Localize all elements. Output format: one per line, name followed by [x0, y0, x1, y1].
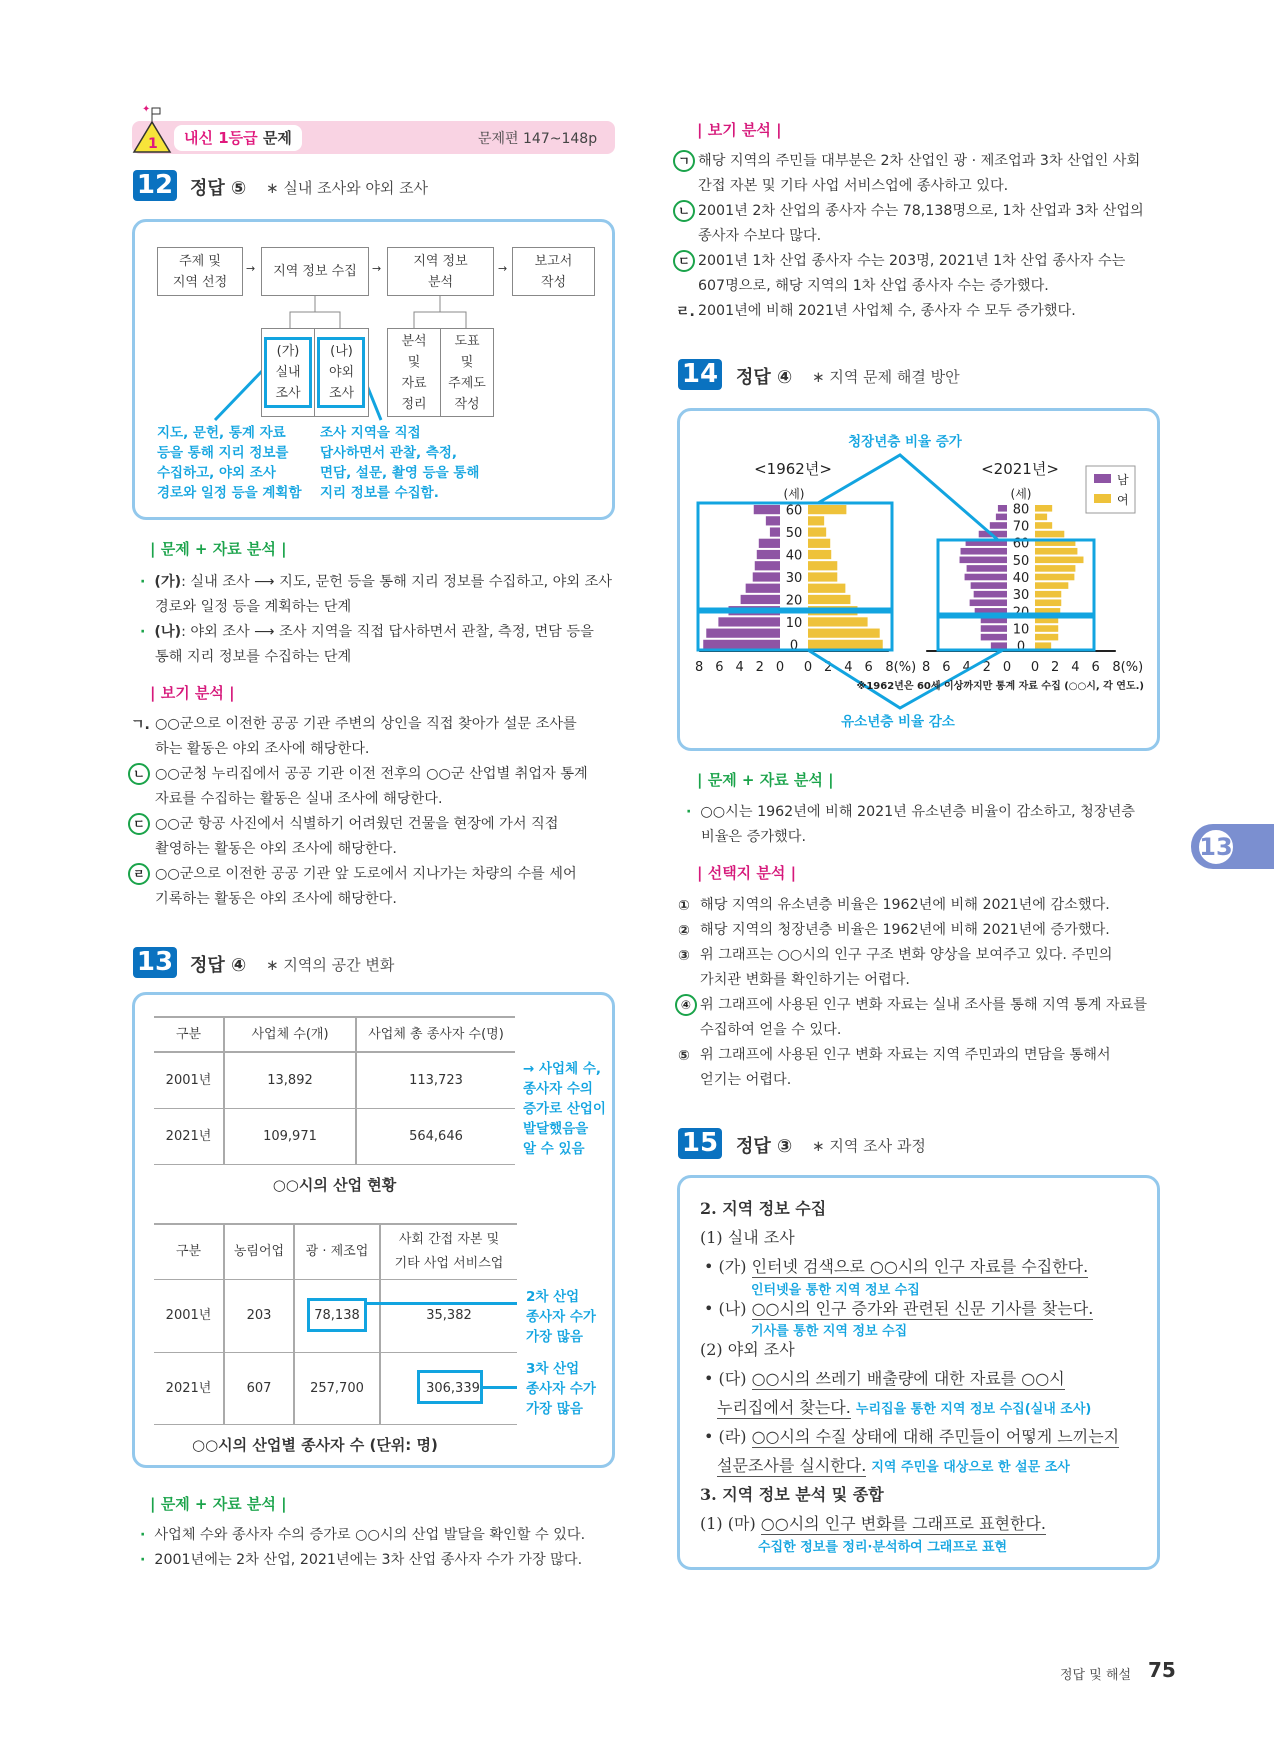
item-text: 해당 지역의 유소년층 비율은 1962년에 비해 2021년에 감소했다.: [700, 897, 1110, 913]
female-bar: [1035, 548, 1077, 555]
item-lead: (나): [154, 624, 182, 640]
x-tick-label: 8: [922, 660, 931, 675]
note-line: 조사 지역을 직접: [320, 425, 421, 441]
arrow-icon: →: [372, 262, 382, 275]
age-tick-label: 0: [789, 638, 799, 654]
age-tick-label: 30: [1012, 588, 1030, 604]
question-number: 15: [678, 1128, 722, 1159]
question-topic: ∗ 실내 조사와 야외 조사: [266, 179, 429, 197]
male-bar: [754, 505, 780, 514]
male-bar: [998, 505, 1007, 512]
item-text: 사업체 수와 종사자 수의 증가로 ○○시의 산업 발달을 확인할 수 있다.: [154, 1527, 586, 1543]
x-tick-label: 6: [864, 660, 873, 675]
item-marker: ②: [678, 923, 690, 939]
flow-sub-indoor: (가) 실내 조사: [261, 328, 315, 417]
flow-sub-map: 도표 및 주제도 작성: [440, 328, 494, 417]
item-text: 위 그래프에 사용된 인구 변화 자료는 실내 조사를 통해 지역 통계 자료를: [700, 997, 1148, 1013]
age-tick-label: 0: [1016, 639, 1026, 655]
female-bar: [1035, 557, 1083, 564]
pyramid-title: <2021년>: [981, 460, 1059, 478]
title-text: 문제: [262, 129, 292, 147]
table-cell: 564,646: [409, 1128, 463, 1144]
excerpt-item: [700, 1511, 1046, 1534]
item-text: 종사자 수보다 많다.: [698, 228, 822, 244]
item-lead: • (나): [704, 1299, 752, 1318]
item-text: 간접 자본 및 기타 사업 서비스업에 종사하고 있다.: [698, 178, 1009, 194]
age-tick-label: 60: [785, 503, 803, 519]
male-bar: [967, 565, 1007, 572]
table-header: 농림어업: [233, 1244, 285, 1259]
item-text: ○○군으로 이전한 공공 기관 주변의 상인을 직접 찾아가 설문 조사를: [155, 716, 577, 732]
table-header: 사업체 수(개): [251, 1026, 329, 1042]
female-bar: [1035, 514, 1047, 521]
answer-label: 정답 ⑤: [190, 178, 247, 199]
list-item-continued: [131, 837, 588, 862]
age-tick-label: 20: [1012, 605, 1030, 621]
question-number: 12: [133, 170, 177, 201]
x-tick-label: 0: [803, 660, 813, 675]
item-text: 얻기는 어렵다.: [700, 1072, 792, 1088]
item-text: 607명으로, 해당 지역의 1차 산업 종사자 수는 증가했다.: [698, 278, 1049, 294]
note-line: 가장 많음: [526, 1329, 583, 1345]
male-bar: [970, 599, 1007, 606]
age-tick-label: 10: [785, 615, 803, 631]
item-text: 통해 지리 정보를 수집하는 단계: [155, 649, 352, 665]
age-tick-label: 50: [785, 526, 803, 542]
note-line: 발달했음을: [523, 1121, 589, 1137]
female-bar: [808, 584, 845, 593]
table-cell: 257,700: [310, 1380, 364, 1396]
excerpt-heading: 3. 지역 정보 분석 및 종합: [700, 1485, 884, 1504]
note-line: 알 수 있음: [523, 1141, 585, 1157]
female-bar: [1035, 522, 1052, 529]
age-tick-label: 40: [1012, 571, 1030, 586]
correct-mark-icon: ㄷ: [673, 250, 695, 272]
item-lead: (가): [154, 574, 182, 590]
list-item: [678, 993, 1147, 1018]
list-item-continued: [678, 1068, 1147, 1093]
item-text: 인터넷 검색으로 ○○시의 인구 자료를 수집한다.: [751, 1257, 1089, 1276]
answer-label: 정답 ④: [190, 955, 247, 976]
table-note: [526, 1359, 596, 1419]
table-header: 사회 간접 자본 및 기타 사업 서비스업: [394, 1232, 504, 1271]
excerpt-note: 누리집을 통한 지역 정보 수집(실내 조사): [855, 1402, 1092, 1417]
note-line: 3차 산업: [526, 1361, 580, 1377]
age-tick-label: 80: [1012, 502, 1030, 518]
correct-mark-icon: ㄴ: [673, 200, 695, 222]
table-header: 사업체 총 종사자 수(명): [368, 1026, 504, 1042]
section-heading: | 문제 + 자료 분석 |: [150, 1495, 287, 1513]
note-line: 가장 많음: [526, 1401, 583, 1417]
male-bar: [960, 557, 1007, 564]
item-marker: ③: [678, 948, 690, 964]
note-line: 지도, 문헌, 통계 자료: [157, 425, 286, 441]
item-text: 2001년 1차 산업 종사자 수는 203명, 2021년 1차 산업 종사자 수는: [698, 253, 1126, 269]
table-cell: 2001년: [165, 1072, 212, 1088]
table-cell: 13,892: [267, 1072, 313, 1088]
highlight-box: [307, 1298, 367, 1332]
item-text: 해당 지역의 주민들 대부분은 2차 산업인 광 · 제조업과 3차 산업인 사회: [698, 153, 1141, 169]
list-item: [131, 862, 588, 887]
female-bar: [808, 550, 831, 559]
x-tick-label: 8(%): [1112, 660, 1144, 675]
item-text: 하는 활동은 야외 조사에 해당한다.: [155, 741, 370, 757]
x-tick-label: 8(%): [885, 660, 917, 675]
note-line: → 사업체 수,: [523, 1061, 602, 1077]
x-tick-label: 4: [962, 660, 971, 675]
annotation-top: 청장년층 비율 증가: [848, 434, 962, 450]
x-tick-label: 6: [1091, 660, 1100, 675]
analysis-item: · ○○시는 1962년에 비해 2021년 유소년층 비율이 감소하고, 청장년층: [686, 804, 1135, 820]
female-bar: [1035, 625, 1058, 632]
flow-step-collect: 지역 정보 수집: [261, 247, 369, 296]
male-bar: [770, 527, 780, 536]
x-tick-label: 8: [695, 660, 704, 675]
population-pyramid-chart: [0, 0, 1274, 760]
note-line: 종사자 수가: [526, 1381, 596, 1397]
callout-line: [483, 1386, 517, 1389]
item-text: 자료를 수집하는 활동은 실내 조사에 해당한다.: [155, 791, 443, 807]
male-bar: [974, 591, 1007, 598]
male-bar: [703, 640, 780, 649]
correct-mark-icon: ㄹ: [128, 863, 150, 885]
male-bar: [981, 625, 1007, 632]
table-caption: ○○시의 산업 현황: [272, 1176, 397, 1194]
female-bar: [808, 617, 868, 626]
male-bar: [981, 634, 1007, 641]
x-tick-label: 4: [1071, 660, 1080, 675]
excerpt-note: 인터넷을 통한 지역 정보 수집: [751, 1283, 920, 1298]
callout-line: [367, 1302, 517, 1305]
flow-sub-organize: 분석 및 자료 정리: [387, 328, 441, 417]
female-bar: [808, 595, 850, 604]
item-text: 경로와 일정 등을 계획하는 단계: [155, 599, 352, 615]
analysis-list: [140, 1523, 585, 1573]
female-bar: [1035, 642, 1051, 649]
female-bar: [1035, 591, 1061, 598]
x-tick-label: 2: [982, 660, 991, 675]
table-cell: 306,339: [426, 1380, 480, 1396]
footer-label: 정답 및 해설: [1060, 1668, 1132, 1683]
table-cell: 113,723: [409, 1072, 463, 1088]
item-text: 비율은 증가했다.: [701, 829, 806, 845]
note-line: 지리 정보를 수집함.: [320, 485, 439, 501]
section-heading: | 문제 + 자료 분석 |: [150, 540, 287, 558]
x-tick-label: 0: [1030, 660, 1040, 675]
correct-mark-icon: ㄱ: [673, 150, 695, 172]
male-bar: [971, 582, 1007, 589]
svg-text:✦: ✦: [142, 104, 151, 115]
item-lead: (1) (마): [700, 1514, 761, 1533]
male-bar: [718, 617, 780, 626]
correct-mark-icon: ④: [675, 994, 697, 1016]
male-bar: [706, 629, 780, 638]
legend-swatch: [1094, 474, 1111, 483]
item-marker: ㄹ.: [676, 304, 695, 320]
item-text: ○○군 항공 사진에서 식별하기 어려웠던 건물을 현장에 가서 직접: [155, 816, 559, 832]
age-tick-label: 20: [785, 593, 803, 609]
age-tick-label: 70: [1012, 519, 1030, 535]
x-tick-label: 2: [1051, 660, 1060, 675]
annotation-line: [808, 650, 1003, 708]
excerpt-item: [704, 1254, 1088, 1277]
list-item-continued: [678, 1018, 1147, 1043]
x-tick-label: 0: [1002, 660, 1012, 675]
item-text: : 야외 조사 ⟶ 조사 지역을 직접 답사하면서 관찰, 측정, 면담 등을: [181, 624, 594, 640]
flow-step-topic: 주제 및 지역 선정: [157, 247, 243, 296]
analysis-item: · 사업체 수와 종사자 수의 증가로 ○○시의 산업 발달을 확인할 수 있다.: [140, 1527, 586, 1543]
item-text: 2001년 2차 산업의 종사자 수는 78,138명으로, 1차 산업과 3차 산업의: [698, 203, 1144, 219]
female-bar: [1035, 599, 1061, 606]
female-bar: [1035, 531, 1064, 538]
question-number: 14: [678, 359, 722, 390]
male-bar: [755, 561, 780, 570]
flow-step-analyze: 지역 정보 분석: [387, 247, 494, 296]
list-item-continued: [131, 887, 588, 912]
legend-label: 여: [1117, 493, 1129, 507]
item-text: ○○시의 인구 변화를 그래프로 표현한다.: [760, 1514, 1046, 1533]
title-highlight: 내신 1등급: [184, 129, 258, 147]
item-text: 가치관 변화를 확인하기는 어렵다.: [700, 972, 910, 988]
note-line: 증가로 산업이: [523, 1101, 606, 1117]
item-text: ○○군청 누리집에서 공공 기관 이전 전후의 ○○군 산업별 취업자 통계: [155, 766, 588, 782]
item-text: 누리집에서 찾는다.: [717, 1398, 851, 1417]
chapter-tab-number: 13: [1196, 827, 1236, 867]
female-bar: [808, 516, 824, 525]
x-tick-label: 2: [824, 660, 833, 675]
item-text: ○○시의 인구 증가와 관련된 신문 기사를 찾는다.: [751, 1299, 1094, 1318]
female-bar: [808, 640, 883, 649]
male-bar: [990, 522, 1007, 529]
page-reference: 문제편 147~148p: [478, 131, 598, 147]
note-line: 2차 산업: [526, 1289, 580, 1305]
x-tick-label: 6: [715, 660, 724, 675]
age-tick-label: 50: [1012, 553, 1030, 569]
table-cell: 607: [246, 1380, 272, 1396]
female-bar: [808, 539, 830, 548]
x-tick-label: 4: [844, 660, 853, 675]
table-note: [526, 1287, 596, 1347]
note-line: 면담, 설문, 촬영 등을 통해: [320, 465, 480, 481]
list-item: [678, 918, 1147, 943]
female-bar: [1035, 574, 1074, 581]
excerpt-heading: 2. 지역 정보 수집: [700, 1199, 827, 1218]
female-bar: [808, 629, 880, 638]
choice-list: [678, 893, 1147, 1093]
table-caption: ○○시의 산업별 종사자 수 (단위: 명): [192, 1436, 438, 1454]
answer-label: 정답 ④: [736, 367, 793, 388]
list-item-continued: [131, 787, 588, 812]
correct-mark-icon: ㄷ: [128, 813, 150, 835]
arrow-icon: →: [498, 262, 508, 275]
item-text: 위 그래프에 사용된 인구 변화 자료는 지역 주민과의 면담을 통해서: [700, 1047, 1111, 1063]
female-bar: [1035, 505, 1052, 512]
section-heading: | 보기 분석 |: [697, 121, 782, 139]
correct-mark-icon: ㄴ: [128, 763, 150, 785]
age-tick-label: 60: [1012, 536, 1030, 552]
female-bar: [808, 527, 826, 536]
item-text: ○○시의 수질 상태에 대해 주민들이 어떻게 느끼는지: [751, 1427, 1120, 1446]
legend-label: 남: [1117, 473, 1129, 487]
table-cell: 2021년: [165, 1128, 212, 1144]
item-text: 촬영하는 활동은 야외 조사에 해당한다.: [155, 841, 397, 857]
flow-sub-field: (나) 야외 조사: [314, 328, 369, 417]
female-bar: [808, 505, 846, 514]
age-axis-label: (세): [783, 487, 805, 501]
list-item: [678, 1043, 1147, 1068]
item-text: ○○군으로 이전한 공공 기관 앞 도로에서 지나가는 차량의 수를 세어: [155, 866, 577, 882]
table-cell: 203: [246, 1308, 272, 1323]
item-lead: • (라): [704, 1427, 752, 1446]
table-rule: [154, 1424, 517, 1425]
male-bar: [757, 550, 780, 559]
excerpt-item: [704, 1366, 1065, 1389]
item-text: 해당 지역의 청장년층 비율은 1962년에 비해 2021년에 증가했다.: [700, 922, 1110, 938]
item-text: 위 그래프는 ○○시의 인구 구조 변화 양상을 보여주고 있다. 주민의: [700, 947, 1113, 963]
male-bar: [753, 572, 780, 581]
item-text: 2001년에는 2차 산업, 2021년에는 3차 산업 종사자 수가 가장 많다.: [154, 1552, 583, 1568]
table-cell: 2021년: [165, 1380, 212, 1396]
age-tick-label: 30: [785, 571, 803, 586]
analysis-item: · (나): 야외 조사 ⟶ 조사 지역을 직접 답사하면서 관찰, 측정, 면담 등을: [140, 624, 594, 640]
item-text: ○○시는 1962년에 비해 2021년 유소년층 비율이 감소하고, 청장년층: [700, 804, 1135, 820]
table-header: 구분: [175, 1026, 202, 1042]
legend-swatch: [1094, 494, 1111, 503]
male-bar: [996, 514, 1007, 521]
note-line: 종사자 수의: [523, 1081, 593, 1097]
x-tick-label: 2: [755, 660, 764, 675]
table-header: 광 · 제조업: [305, 1244, 369, 1259]
annotation-line: [818, 455, 998, 540]
item-marker: ①: [678, 898, 690, 914]
female-bar: [1035, 634, 1058, 641]
item-marker: ⑤: [678, 1048, 690, 1064]
question-topic: ∗ 지역 문제 해결 방안: [812, 368, 960, 386]
question-topic: ∗ 지역의 공간 변화: [266, 956, 395, 974]
female-bar: [808, 572, 837, 581]
table-header: 구분: [175, 1244, 202, 1259]
item-text: ○○시의 쓰레기 배출량에 대한 자료를 ○○시: [751, 1369, 1065, 1388]
male-bar: [965, 574, 1007, 581]
highlight-box: [417, 1370, 483, 1404]
excerpt-item: [704, 1424, 1119, 1447]
x-tick-label: 0: [775, 660, 785, 675]
answer-label: 정답 ③: [736, 1136, 793, 1157]
table-note: [523, 1059, 606, 1159]
female-bar: [1035, 565, 1075, 572]
excerpt-subheading: (1) 실내 조사: [700, 1228, 795, 1247]
item-lead: • (다): [704, 1369, 752, 1388]
note-line: 등을 통해 지리 정보를: [157, 445, 289, 461]
list-item: [131, 812, 588, 837]
list-item: [678, 893, 1147, 918]
item-text: 수집하여 얻을 수 있다.: [700, 1022, 842, 1038]
table-cell: 109,971: [263, 1128, 317, 1144]
age-axis-label: (세): [1010, 487, 1032, 501]
x-tick-label: 6: [942, 660, 951, 675]
item-lead: • (가): [704, 1257, 752, 1276]
excerpt-note: 기사를 통한 지역 정보 수집: [751, 1324, 908, 1339]
x-tick-label: 4: [735, 660, 744, 675]
excerpt-subheading: (2) 야외 조사: [700, 1340, 795, 1359]
male-bar: [759, 539, 780, 548]
note-line: 답사하면서 관찰, 측정,: [320, 445, 458, 461]
female-bar: [1035, 582, 1068, 589]
flow-step-report: 보고서 작성: [512, 247, 595, 296]
section-heading: | 선택지 분석 |: [697, 864, 797, 882]
age-tick-label: 40: [785, 548, 803, 564]
note-line: 수집하고, 야외 조사: [157, 465, 276, 481]
table-cell: 35,382: [426, 1308, 472, 1323]
item-text: 설문조사를 실시한다.: [717, 1456, 867, 1475]
analysis-list: [686, 800, 1135, 850]
list-item: [678, 943, 1147, 968]
male-bar: [961, 548, 1007, 555]
female-bar: [808, 561, 837, 570]
item-marker: ㄱ.: [131, 717, 150, 733]
item-text: 기록하는 활동은 야외 조사에 해당한다.: [155, 891, 397, 907]
excerpt-item: [704, 1296, 1093, 1319]
analysis-item: · (가): 실내 조사 ⟶ 지도, 문헌 등을 통해 지리 정보를 수집하고, 야외 조사: [140, 574, 612, 590]
analysis-item: · 2001년에는 2차 산업, 2021년에는 3차 산업 종사자 수가 가장 많다.: [140, 1552, 583, 1568]
section-heading: | 보기 분석 |: [150, 684, 235, 702]
excerpt-note: 수집한 정보를 정리·분석하여 그래프로 표현: [758, 1540, 1008, 1555]
question-number: 13: [133, 947, 177, 978]
excerpt-item: [717, 1453, 1070, 1476]
age-tick-label: 10: [1012, 622, 1030, 638]
list-item: [131, 762, 588, 787]
pyramid-title: <1962년>: [754, 460, 832, 478]
svg-text:1: 1: [148, 136, 158, 152]
section-heading: | 문제 + 자료 분석 |: [697, 771, 834, 789]
male-bar: [741, 595, 780, 604]
question-topic: ∗ 지역 조사 과정: [812, 1137, 926, 1155]
male-bar: [991, 642, 1007, 649]
annotation-bottom: 유소년층 비율 감소: [841, 714, 955, 730]
chart-footnote: ※1962년은 60세 이상까지만 통계 자료 수집 (○○시, 각 연도.): [856, 681, 1144, 692]
table-cell: 2001년: [165, 1308, 212, 1323]
male-bar: [746, 584, 780, 593]
arrow-icon: →: [246, 262, 256, 275]
page-number: 75: [1148, 1658, 1176, 1682]
note-line: 종사자 수가: [526, 1309, 596, 1325]
male-bar: [766, 516, 780, 525]
list-item-continued: [678, 968, 1147, 993]
note-line: 경로와 일정 등을 계획함: [157, 485, 302, 501]
table-cell: 78,138: [314, 1308, 360, 1323]
excerpt-note: 지역 주민을 대상으로 한 설문 조사: [871, 1460, 1070, 1475]
excerpt-item: [717, 1395, 1091, 1418]
item-text: 2001년에 비해 2021년 사업체 수, 종사자 수 모두 증가했다.: [698, 303, 1076, 319]
table-rule: [154, 1164, 515, 1165]
item-text: : 실내 조사 ⟶ 지도, 문헌 등을 통해 지리 정보를 수집하고, 야외 조사: [181, 574, 612, 590]
